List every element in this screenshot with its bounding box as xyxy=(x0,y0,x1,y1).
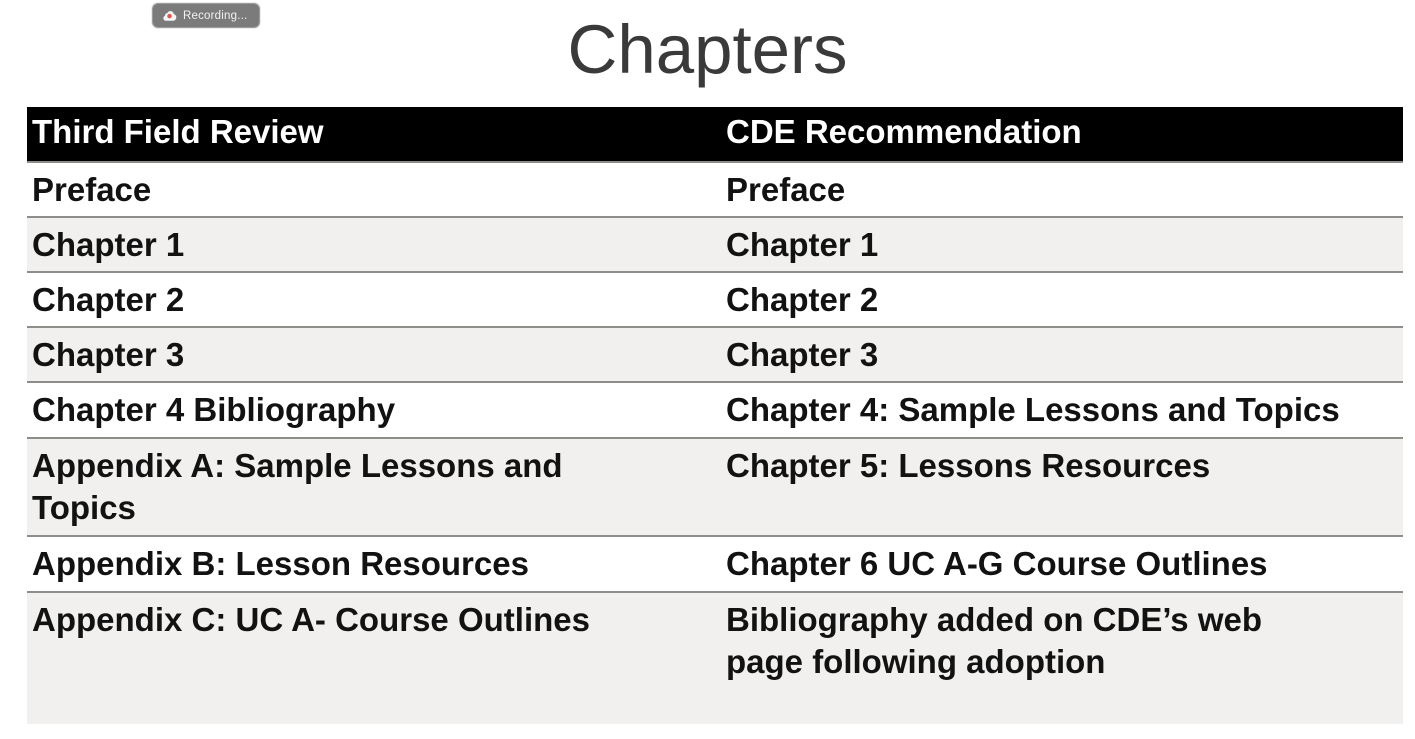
table-cell: Chapter 3 xyxy=(726,336,879,373)
table-row xyxy=(27,381,1403,437)
table-cell: Preface xyxy=(726,171,846,208)
table-row xyxy=(27,216,1403,271)
table-cell: Bibliography added on CDE’s web page following adoption xyxy=(726,601,1262,680)
table-cell: Preface xyxy=(32,171,152,208)
table-cell: Chapter 2 xyxy=(32,281,185,318)
table-cell: Chapter 5: Lessons Resources xyxy=(726,447,1211,484)
table-cell: Chapter 2 xyxy=(726,281,879,318)
table-row xyxy=(27,591,1403,724)
chapters-table xyxy=(27,107,1403,724)
column-header-third-field-review: Third Field Review xyxy=(32,113,324,150)
table-cell: Chapter 1 xyxy=(726,226,879,263)
recording-label: Recording... xyxy=(183,9,248,22)
table-cell: Appendix A: Sample Lessons and Topics xyxy=(32,447,563,526)
table-cell: Appendix B: Lesson Resources xyxy=(32,545,529,582)
table-row xyxy=(27,271,1403,326)
table-cell: Appendix C: UC A- Course Outlines xyxy=(32,601,590,638)
table-row xyxy=(27,437,1403,535)
table-cell: Chapter 3 xyxy=(32,336,185,373)
table-header-row xyxy=(27,107,1403,161)
table-row xyxy=(27,161,1403,216)
table-cell: Chapter 4: Sample Lessons and Topics xyxy=(726,391,1340,428)
column-header-cde-recommendation: CDE Recommendation xyxy=(726,113,1082,150)
table-cell: Chapter 6 UC A-G Course Outlines xyxy=(726,545,1268,582)
table-cell: Chapter 1 xyxy=(32,226,185,263)
table-row xyxy=(27,326,1403,381)
slide-title: Chapters xyxy=(567,11,848,88)
table-row xyxy=(27,535,1403,591)
table-cell: Chapter 4 Bibliography xyxy=(32,391,396,428)
